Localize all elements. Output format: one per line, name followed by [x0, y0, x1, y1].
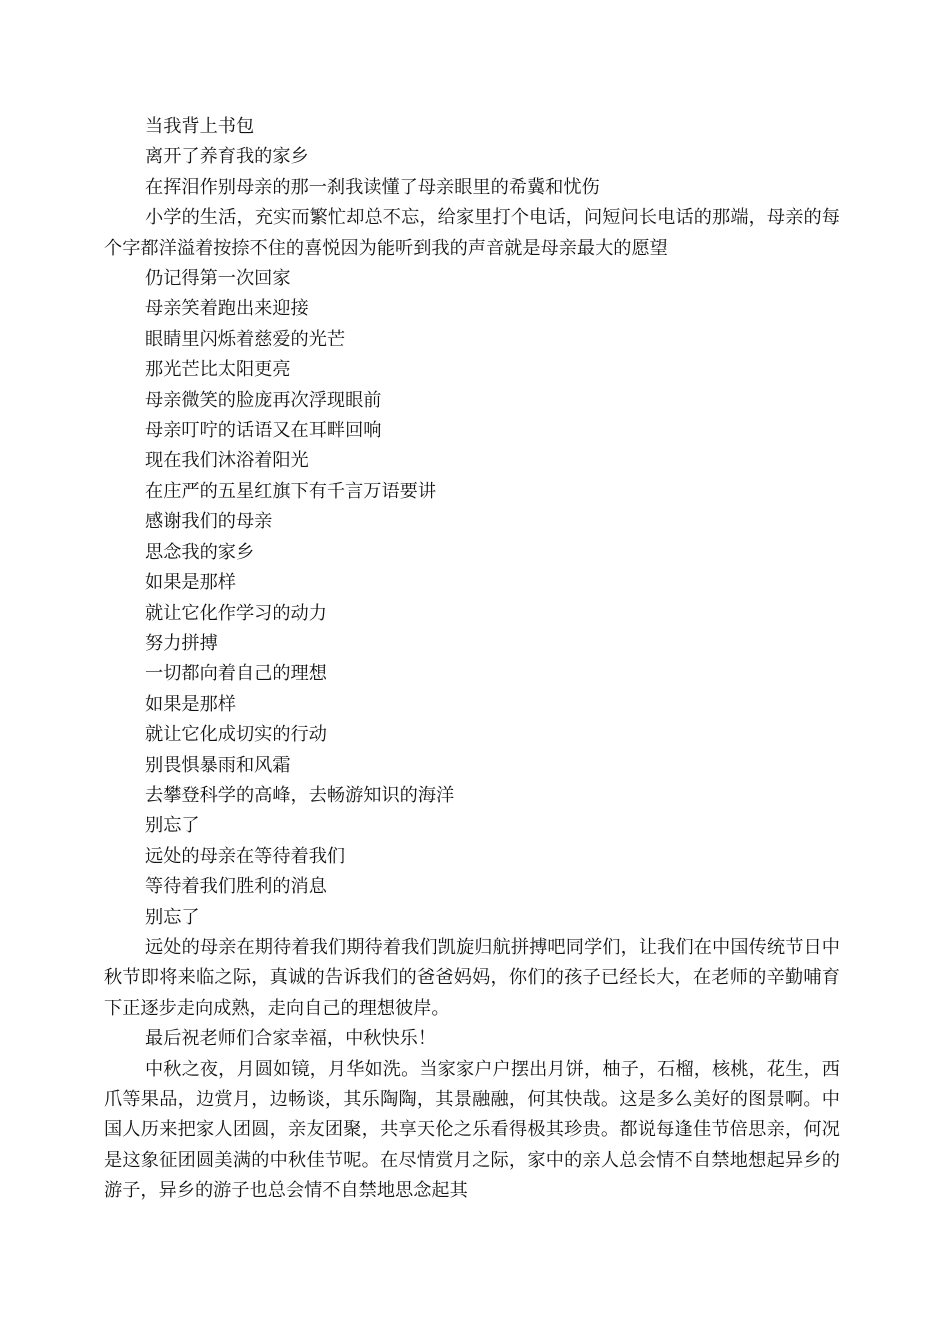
paragraph-14: 思念我的家乡 — [145, 541, 255, 563]
paragraph-3: 在挥泪作别母亲的那一刹我读懂了母亲眼里的希冀和忧伤 — [145, 176, 600, 198]
paragraph-25: 等待着我们胜利的消息 — [145, 876, 327, 898]
document-body — [104, 112, 840, 1207]
paragraph-12: 在庄严的五星红旗下有千言万语要讲 — [145, 480, 437, 502]
paragraph-4: 小学的生活，充实而繁忙却总不忘，给家里打个电话，问短问长电话的那端，母亲的每个字都洋溢着按捺不住的喜悦因为能听到我的声音就是母亲最大的愿望 — [104, 207, 840, 259]
paragraph-27: 远处的母亲在期待着我们期待着我们凯旋归航拼搏吧同学们，让我们在中国传统节日中秋节即将来临之际，真诚的告诉我们的爸爸妈妈，你们的孩子已经长大，在老师的辛勤哺育下正逐步走向成熟，走向自己的理想彼岸。 — [104, 936, 840, 1019]
paragraph-29: 中秋之夜，月圆如镜，月华如洗。当家家户户摆出月饼，柚子，石榴，核桃，花生，西爪等果品，边赏月，边畅谈，其乐陶陶，其景融融，何其快哉。这是多么美好的图景啊。中国人历来把家人团圆，亲友团聚，共享天伦之乐看得极其珍贵。都说每逢佳节倍思亲，何况是这象征团圆美满的中秋佳节呢。在尽情赏月之际，家中的亲人总会情不自禁地想起异乡的游子，异乡的游子也总会情不自禁地思念起其 — [104, 1058, 840, 1202]
paragraph-28: 最后祝老师们合家幸福，中秋快乐！ — [145, 1028, 437, 1050]
paragraph-15: 如果是那样 — [145, 572, 236, 594]
paragraph-18: 一切都向着自己的理想 — [145, 663, 327, 685]
paragraph-8: 那光芒比太阳更亮 — [145, 359, 291, 381]
paragraph-19: 如果是那样 — [145, 693, 236, 715]
paragraph-2: 离开了养育我的家乡 — [145, 146, 309, 168]
paragraph-21: 别畏惧暴雨和风霜 — [145, 754, 291, 776]
paragraph-5: 仍记得第一次回家 — [145, 268, 291, 290]
paragraph-1: 当我背上书包 — [145, 116, 255, 137]
paragraph-17: 努力拼搏 — [145, 632, 218, 654]
paragraph-16: 就让它化作学习的动力 — [145, 602, 327, 624]
paragraph-24: 远处的母亲在等待着我们 — [145, 845, 346, 867]
paragraph-13: 感谢我们的母亲 — [145, 511, 273, 533]
paragraph-23: 别忘了 — [145, 815, 200, 837]
paragraph-9: 母亲微笑的脸庞再次浮现眼前 — [145, 389, 382, 411]
paragraph-10: 母亲叮咛的话语又在耳畔回响 — [145, 420, 382, 442]
paragraph-6: 母亲笑着跑出来迎接 — [145, 298, 309, 320]
paragraph-7: 眼睛里闪烁着慈爱的光芒 — [145, 328, 346, 350]
paragraph-20: 就让它化成切实的行动 — [145, 724, 327, 746]
paragraph-26: 别忘了 — [145, 906, 200, 928]
paragraph-22: 去攀登科学的高峰，去畅游知识的海洋 — [145, 784, 455, 806]
paragraph-11: 现在我们沐浴着阳光 — [145, 450, 309, 472]
